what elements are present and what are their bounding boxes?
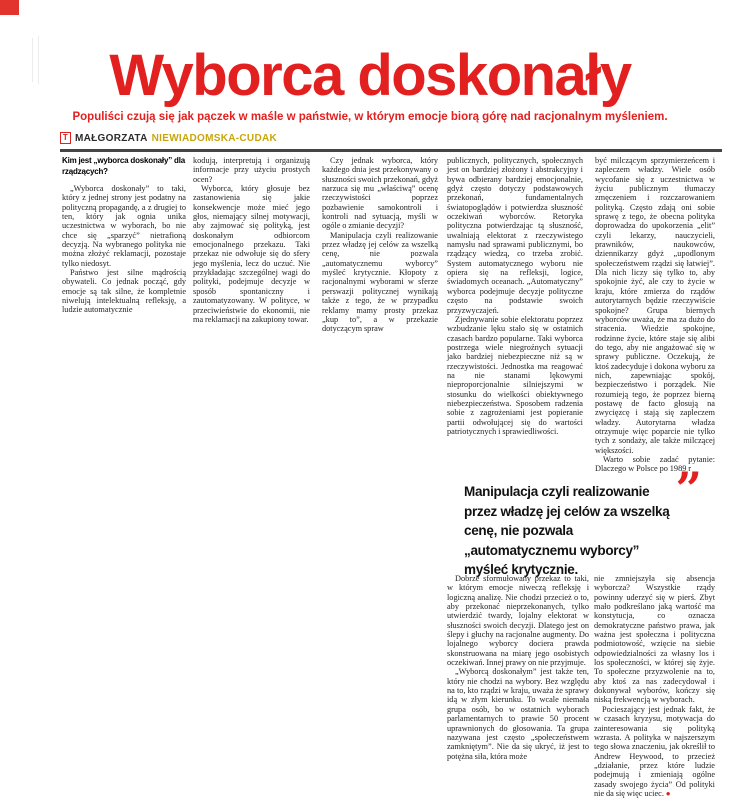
section-heading: Kim jest „wyborca doskonały” dla rządzących? — [62, 156, 185, 176]
quote-mark-icon: ” — [675, 462, 702, 516]
paragraph: Manipulacja czyli realizowanie przez władzę jej celów za wszelką cenę, nie pozwala „automatycznemu wyborcy” myśleć krytycznie. Kłopoty z racjonalnymi wyborami w sferze perswazji politycznej wynikają także z tego, że w przypadku reklamy mamy prosty przekaz „kup to”, a w przekazie dotyczącym spraw — [322, 230, 438, 334]
paragraph: być milczącym sprzymierzeńcem i zapleczem władzy. Wiele osób wycofanie się z uczestnictwa w życiu publicznym tłumaczy zmęczeniem i rozczarowaniem polityką. Często zdają oni sobie sprawę z tego, że obecna polityka doprowadza do upokorzenia „elit” czyli lekarzy, nauczycieli, prawników, naukowców, dziennikarzy gdyż „upodlonym społeczeństwem rządzi się łatwiej”. Dla nich liczy się tylko to, aby spokojnie żyć, ale czy to życie w kraju, które zmierza do rządów autorytarnych będzie rzeczywiście spokojne? Grupa biernych wyborców uważa, że ma za dużo do stracenia. Wiedzie spokojne, rodzinne życie, które staje się alibi do tego, aby nie angażować się w sprawy publiczne. Oczekują, że ktoś zadecyduje i dokona wyboru za nich, zapewniając spokój, bezpieczeństwo i porządek. Nie rozumieją tego, że poprzez bierną postawę de facto głosują na zwycięzcę i stają się zapleczem władzy. Autorytarna władza otrzymuje więc poparcie nie tylko tych z sondaży, ale także milczącej większości. — [595, 156, 715, 455]
column-2 — [193, 156, 310, 324]
column-1 — [62, 156, 186, 315]
byline — [60, 132, 277, 144]
page-corner-mark — [0, 0, 19, 15]
article-lead: Populiści czują się jak pączek w maśle w państwie, w którym emocje biorą górę nad racjonalnym myśleniem. — [72, 111, 668, 123]
pull-quote-text: Manipulacja czyli realizowanie przez władzę jej celów za wszelką cenę, nie pozwala „automatycznemu wyborcy” myśleć krytycznie. — [464, 484, 670, 577]
author-last-name: NIEWIADOMSKA-CUDAK — [151, 132, 278, 144]
column-5 — [595, 156, 715, 474]
column-4 — [447, 156, 583, 436]
paragraph: Zjednywanie sobie elektoratu poprzez wzbudzanie lęku stało się w ostatnich czasach bardzo popularne. Taki wyborca postrzega wiele niegroźnych sytuacji jako bardziej niebezpieczne niż są w rzeczywistości. Jednostka ma reagować na nie stanami lękowymi nieproporcjonalnie silniejszymi w stosunku do wielkości obiektywnego niebezpieczeństwa. Sposobem radzenia sobie z zagrożeniami jest popieranie partii odwołującej się do wartości patriotycznych i sprawiedliwości. — [447, 314, 583, 436]
paragraph: Wyborca, który głosuje bez zastanowienia się jakie konsekwencje może mieć jego głos, niemający silnej motywacji, aby zajmować się polityką, jest doskonałym odbiorcom emocjonalnego przekazu. Taki przekaz nie odwołuje się do sfery jego myślenia, lecz do uczuć. Nie przykładając szczególnej wagi do polityki, podejmuje decyzje w sposób spontaniczny i zautomatyzowany. W polityce, w przeciwieństwie do ekonomii, nie ma reklamacji na zakupiony towar. — [193, 184, 310, 324]
paragraph: nie zmniejszyła się absencja wyborcza? Wszystkie rządy powinny uderzyć się w pierś. Zbyt mało podkreślano jaką wartość ma konstytucja, co oznacza demokratyczne państwo prawa, jak ważna jest społeczna i polityczna podmiotowość, wzięcie na siebie odpowiedzialności za własny los i los społeczności, w której się żyje. To społeczne przyzwolenie na to, aby ktoś za nas zadecydował i dokonywał wyborów, kończy się niską frekwencją w wyborach. — [594, 574, 715, 705]
publication-logo-icon: T — [60, 132, 71, 144]
column-3 — [322, 156, 438, 334]
paragraph-text: Pocieszający jest jednak fakt, że w czasach kryzysu, motywacja do zainteresowania się polityką wzrasta. A polityka w najszerszym tego słowa znaczeniu, jak określił to Andrew Heywood, to przecież „działanie, przez które ludzie podejmują i zmieniają ogólne zasady swojego życia” Od polityki nie da się więc uciec. — [594, 704, 715, 798]
author-first-name: MAŁGORZATA — [75, 132, 148, 144]
paragraph: kodują, interpretują i organizują informacje przy użyciu prostych ocen? — [193, 156, 310, 184]
bottom-column-left — [447, 574, 589, 761]
paragraph: publicznych, politycznych, społecznych jest on bardziej złożony i abstrakcyjny i bywa odbierany bardziej emocjonalnie, gdyż często dotyczy podstawowych przekonań, fundamentalnych światopoglądów i potwierdza słuszność oczekiwań wyborców. Retoryka polityczna potwierdzając tą słuszność, uwalniają elektorat z rzeczywistego namysłu nad sprawami publicznymi, bo rządzący wiedzą, co trzeba zrobić. System automatycznego wyboru nie opiera się na refleksji, logice, świadomych oceanach. „Automatyczny” wyborca podejmuje decyzje polityczne często na podstawie swoich przyzwyczajeń. — [447, 156, 583, 315]
paragraph: „Wyborcą doskonałym” jest także ten, który nie chodzi na wybory. Bez względu na to, kto rządzi w kraju, uważa że sprawy idą w złym kierunku. To wcale niemała grupa osób, bo w ostatnich wyborach parlamentarnych to prawie 50 procent uprawnionych do głosowania. Ta grupa nazywana jest często „społeczeństwem zamkniętym”. Nie da się ukryć, iż jest to potężna siła, która może — [447, 667, 589, 761]
paragraph: „Wyborca doskonały” to taki, który z jednej strony jest podatny na polityczną propagandę, a z drugiej to ten, który jak ognia unika uczestnictwa w wyborach, bo nie chce się „sparzyć” nietrafioną decyzją. Na wybranego polityka nie można złożyć reklamacji, pozostaje tylko niedosyt. — [62, 184, 186, 268]
paragraph: Państwo jest silne mądrością obywateli. Co jednak począć, gdy emocje są tak silne, że kompletnie niwelują intelektualną refleksję, a ludzie automatycznie — [62, 268, 186, 315]
article-title: Wyborca doskonały — [109, 43, 631, 108]
paragraph: Warto sobie zadać pytanie: Dlaczego w Polsce po 1989 r — [595, 455, 715, 474]
bottom-column-right — [594, 574, 715, 798]
paragraph: Czy jednak wyborca, który każdego dnia jest przekonywany o słuszności swoich przekonań, gdyż narzuca się mu „właściwą” ocenę rzeczywistości poprzez pozbawienie samokontroli i kontroli nad sytuacją, myśli w ogóle o zmianie decyzji? — [322, 156, 438, 231]
byline-rule — [60, 149, 722, 152]
paragraph: Dobrze sformułowany przekaz to taki, w którym emocje niweczą refleksję i logiczną analizę. Nie chodzi przecież o to, aby przekonać nieprzekonanych, tylko utwierdzić twardy, lojalny elektorat w słuszności swoich decyzji. Dlatego jest on ślepy i głuchy na racjonalne augmenty. Do lojalnego wyborcy dociera prawda skonstruowana na miarę jego osobistych oczekiwań. Innej prawy on nie przyjmuje. — [447, 574, 589, 668]
paragraph — [594, 705, 715, 798]
article-end-mark: ● — [665, 788, 671, 798]
